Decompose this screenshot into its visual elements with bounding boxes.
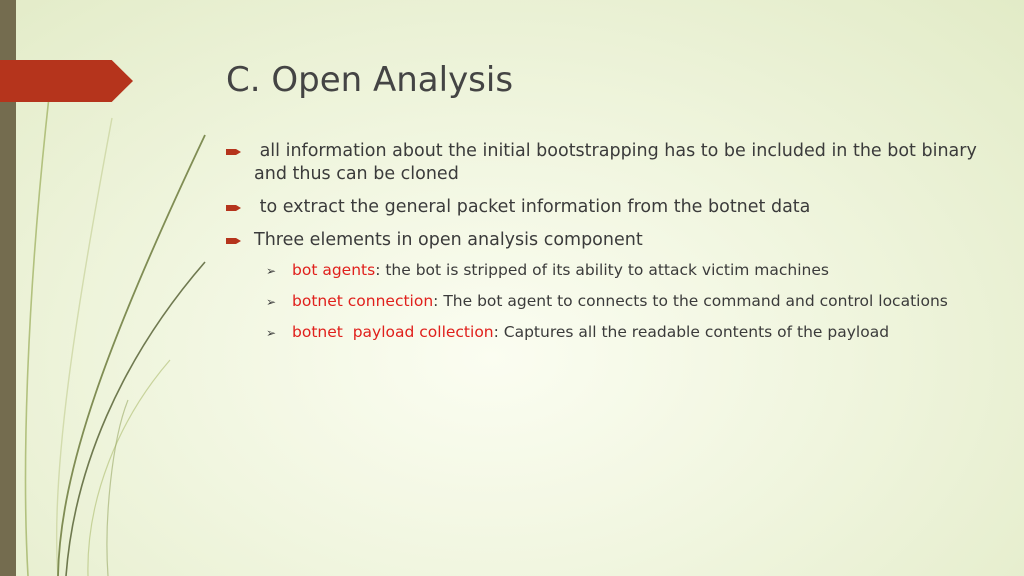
bullet-text-2: to extract the general packet information from the botnet data [254,197,811,217]
sub-bullet-term-1: bot agents [292,261,376,279]
pencil-bullet-icon [226,203,241,213]
arrowhead-bullet-icon: ➢ [266,295,277,309]
sub-bullet-list [254,260,986,343]
bullet-item-1 [226,140,986,186]
bullet-item-2 [226,196,986,219]
pencil-bullet-icon [226,147,241,157]
arrowhead-bullet-icon: ➢ [266,326,277,340]
sub-bullet-text-2: : The bot agent to connects to the command and control locations [433,292,948,310]
sub-bullet-item-1 [254,260,986,281]
sub-bullet-term-3: botnet payload collection [292,323,494,341]
bullet-text-3: Three elements in open analysis component [254,230,643,250]
bullet-list [226,140,986,353]
sub-bullet-item-2 [254,291,986,312]
pencil-bullet-icon [226,236,241,246]
sub-bullet-text-3: : Captures all the readable contents of the payload [493,323,890,341]
bullet-text-1: all information about the initial bootstrapping has to be included in the bot binary and thus can be cloned [254,141,988,184]
sub-bullet-term-2: botnet connection [292,292,434,310]
slide-title: C. Open Analysis [226,60,514,100]
bullet-item-3 [226,229,986,343]
title-accent-flag [0,60,133,102]
arrowhead-bullet-icon: ➢ [266,264,277,278]
sub-bullet-item-3 [254,322,986,343]
sub-bullet-text-1: : the bot is stripped of its ability to attack victim machines [375,261,829,279]
